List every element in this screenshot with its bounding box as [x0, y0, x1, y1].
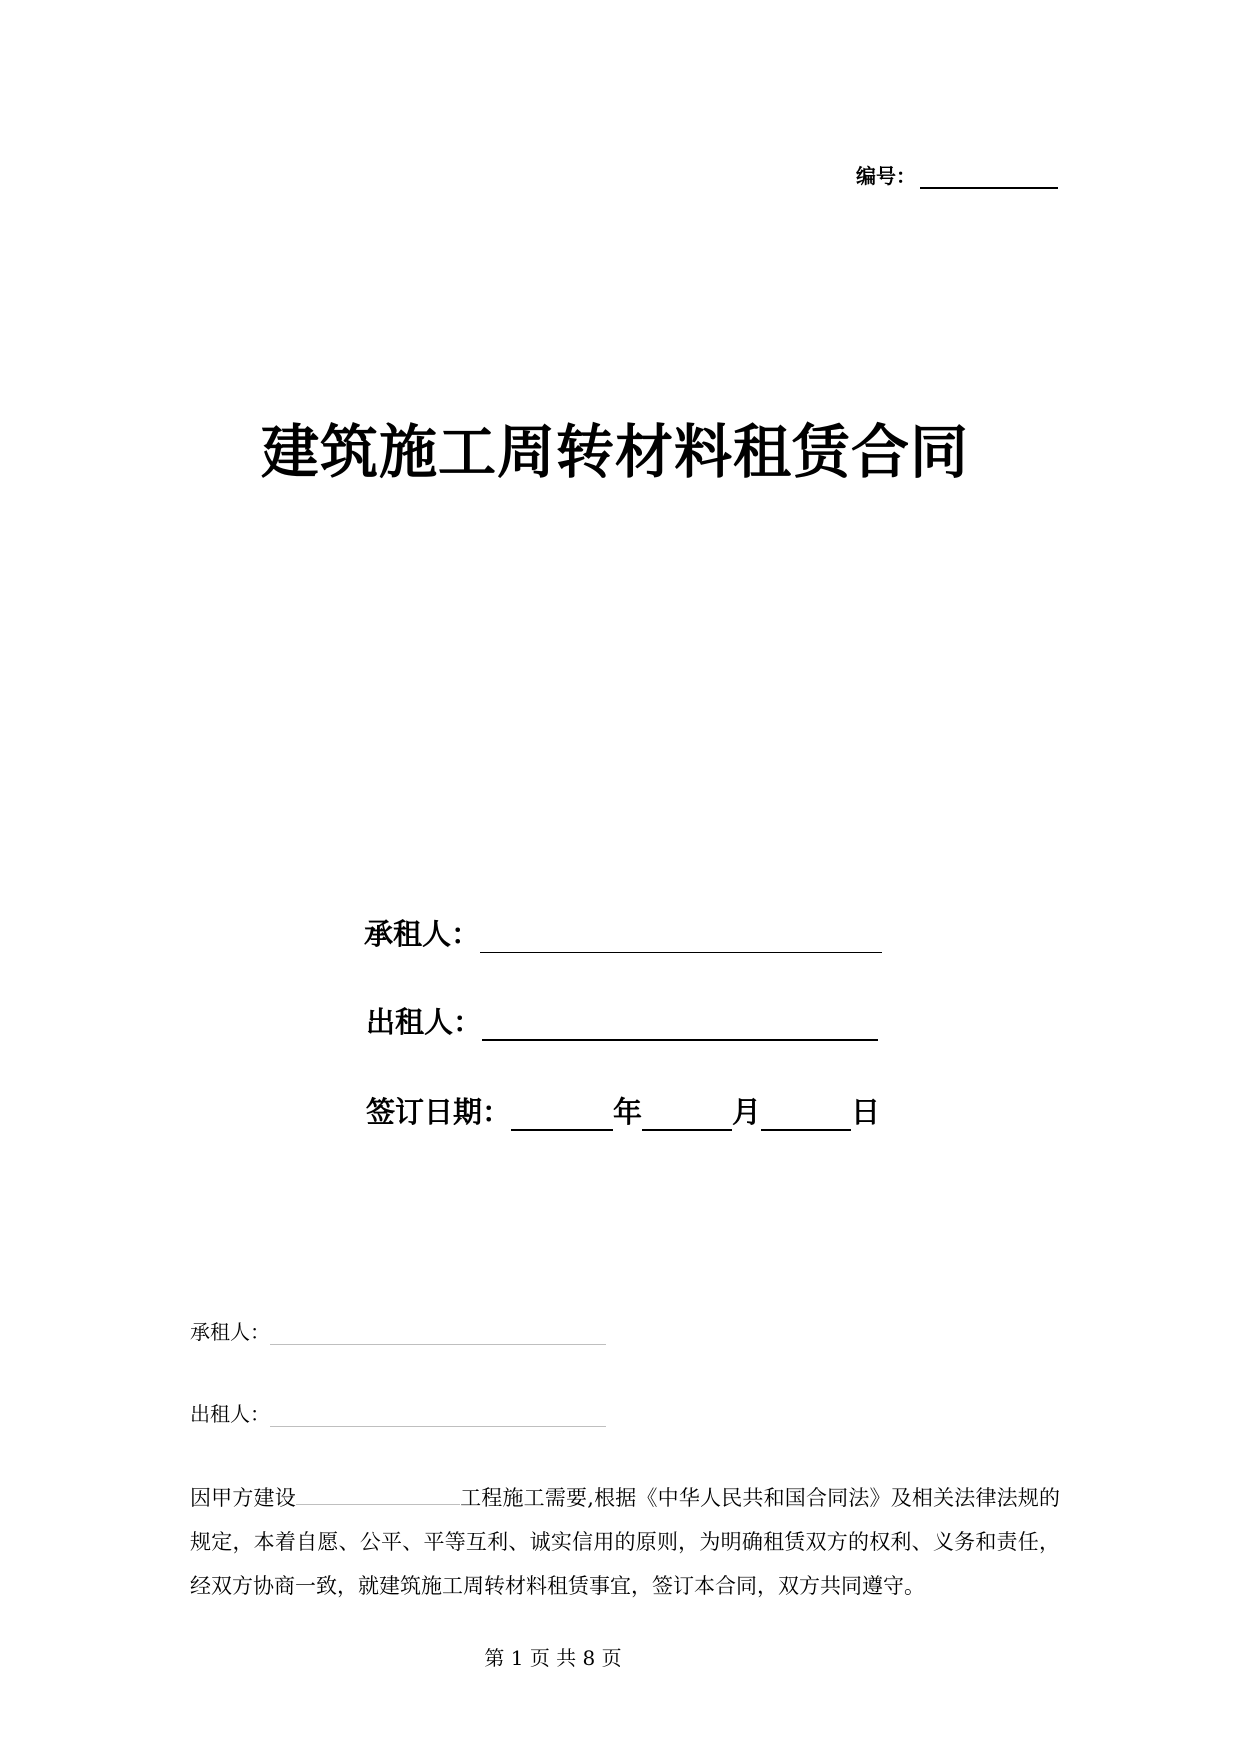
body-lessor-blank[interactable]: [270, 1406, 606, 1427]
cover-lessor-label: 出租人：: [366, 1005, 483, 1039]
document-number-blank[interactable]: [920, 167, 1058, 189]
page-number-text: 第 1 页 共 8 页: [484, 1646, 622, 1670]
body-lessee-label: 承租人：: [190, 1320, 270, 1344]
project-name-blank[interactable]: [296, 1486, 460, 1505]
cover-signing-date-field: [366, 1090, 880, 1131]
cover-lessee-field: [364, 912, 882, 953]
cover-date-day-blank[interactable]: [761, 1099, 851, 1131]
cover-date-month-label: 月: [732, 1095, 762, 1129]
document-number: [856, 160, 1058, 189]
preamble-rest: 工程施工需要,根据《中华人民共和国合同法》及相关法律法规的规定，本着自愿、公平、平等互利、诚实信用的原则，为明确租赁双方的权利、义务和责任，经双方协商一致，就建筑施工周转材料租赁事宜，签订本合同，双方共同遵守。: [190, 1486, 1060, 1598]
cover-date-day-label: 日: [851, 1095, 881, 1129]
cover-lessor-blank[interactable]: [482, 1009, 878, 1041]
preamble-paragraph: [190, 1476, 1060, 1608]
document-title-text: 建筑施工周转材料租赁合同: [260, 418, 969, 486]
cover-lessee-label: 承租人：: [364, 917, 481, 951]
cover-lessee-blank[interactable]: [480, 922, 882, 953]
body-lessor-label: 出租人：: [190, 1402, 270, 1426]
preamble-start: 因甲方建设: [190, 1486, 296, 1510]
cover-date-year-label: 年: [613, 1095, 643, 1129]
page-footer: [0, 1642, 1240, 1671]
body-lessee-blank[interactable]: [270, 1324, 606, 1345]
document-title: [0, 405, 1240, 489]
cover-lessor-field: [366, 1000, 878, 1041]
body-lessee-field: [190, 1316, 606, 1345]
cover-date-label: 签订日期：: [366, 1095, 512, 1129]
body-lessor-field: [190, 1398, 606, 1427]
cover-date-month-blank[interactable]: [642, 1099, 732, 1131]
document-number-label: 编号：: [856, 164, 916, 188]
cover-date-year-blank[interactable]: [511, 1099, 613, 1131]
